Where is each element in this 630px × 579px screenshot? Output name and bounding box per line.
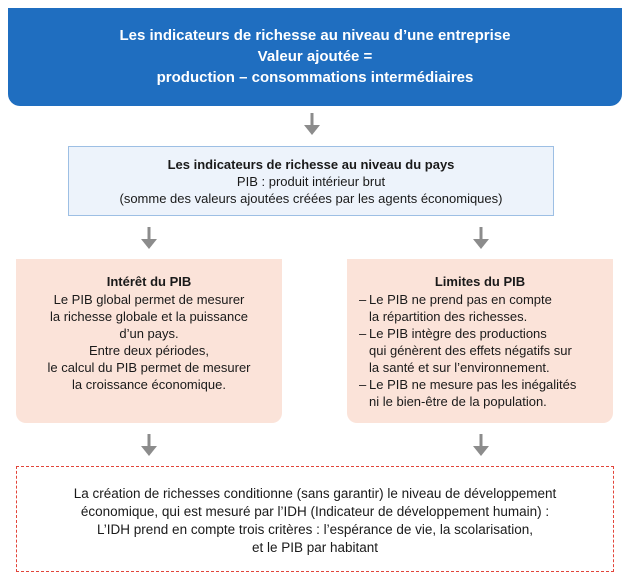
pib-interest-line: la croissance économique. [72,377,226,392]
country-indicator-box [68,146,554,216]
list-item-line: Le PIB ne mesure pas les inégalités [369,377,577,392]
arrow-down-icon [472,434,490,458]
dash-bullet: – [359,326,367,341]
enterprise-indicator-box [8,8,622,106]
dash-bullet: – [359,292,367,307]
list-item-line: Le PIB intègre des productions [369,326,547,341]
list-item-line: qui génèrent des effets négatifs sur [369,343,572,358]
pib-limits-list [347,291,613,410]
pib-interest-line: le calcul du PIB permet de mesurer [47,360,251,375]
pib-limits-title: Limites du PIB [434,274,526,289]
list-item [347,325,613,376]
pib-explanation: (somme des valeurs ajoutées créées par les agents économiques) [119,191,503,206]
enterprise-title: Les indicateurs de richesse au niveau d’une entreprise [119,27,511,44]
country-title: Les indicateurs de richesse au niveau du pays [167,157,455,172]
pib-interest-line: Le PIB global permet de mesurer [53,292,245,307]
conclusion-line: La création de richesses conditionne (sans garantir) le niveau de développement [73,486,557,501]
pib-definition: PIB : produit intérieur brut [236,174,386,189]
conclusion-line: L’IDH prend en compte trois critères : l’espérance de vie, la scolarisation, [97,522,533,537]
arrow-down-icon [140,434,158,458]
pib-interest-line: Entre deux périodes, [89,343,209,358]
value-added-formula: production – consommations intermédiaires [156,69,474,86]
conclusion-line: économique, qui est mesuré par l’IDH (Indicateur de développement humain) : [80,504,550,519]
dash-bullet: – [359,377,367,392]
conclusion-line: et le PIB par habitant [251,540,379,555]
pib-limits-box [347,259,613,423]
list-item [347,291,613,325]
pib-interest-title: Intérêt du PIB [106,274,192,289]
list-item-line: ni le bien-être de la population. [369,394,547,409]
list-item-line: Le PIB ne prend pas en compte [369,292,552,307]
value-added-label: Valeur ajoutée = [257,48,373,65]
arrow-down-icon [472,227,490,251]
development-conclusion-box [16,466,614,572]
pib-interest-box [16,259,282,423]
list-item-line: la répartition des richesses. [369,309,528,324]
arrow-down-icon [303,113,321,137]
pib-interest-line: la richesse globale et la puissance [49,309,248,324]
pib-interest-line: d’un pays. [119,326,179,341]
list-item [347,376,613,410]
list-item-line: la santé et sur l’environnement. [369,360,550,375]
arrow-down-icon [140,227,158,251]
